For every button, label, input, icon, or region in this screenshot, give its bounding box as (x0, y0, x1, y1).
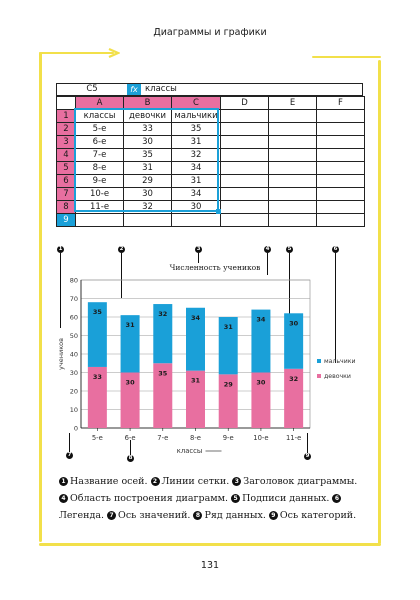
caption-text: Название осей. (70, 476, 148, 487)
cell[interactable]: 32 (124, 201, 172, 214)
marker-7: 7 (67, 452, 72, 458)
row-header[interactable]: 1 (57, 110, 76, 123)
x-axis-label: классы (176, 447, 203, 455)
y-tick-label: 70 (69, 295, 78, 303)
column-header-d[interactable]: D (221, 97, 269, 110)
data-label: 30 (125, 378, 135, 387)
cell[interactable] (221, 201, 269, 214)
cell[interactable] (269, 136, 317, 149)
caption-text: Линии сетки. (161, 476, 230, 487)
cell[interactable] (317, 214, 365, 227)
name-box[interactable]: C5 (86, 84, 98, 94)
data-label: 31 (223, 323, 233, 331)
cell[interactable]: 31 (172, 136, 221, 149)
x-tick-label: 9-е (222, 434, 234, 442)
row-header[interactable]: 8 (57, 201, 76, 214)
caption-text: Подписи данных. (242, 493, 330, 504)
cell[interactable] (317, 201, 365, 214)
column-header-f[interactable]: F (317, 97, 365, 110)
caption-number: 7 (107, 511, 116, 520)
cell[interactable] (76, 214, 124, 227)
marker-5: 5 (287, 246, 292, 252)
y-tick-label: 20 (69, 387, 78, 396)
cell[interactable] (317, 149, 365, 162)
marker-4: 4 (265, 246, 270, 252)
caption-number: 3 (232, 477, 241, 486)
caption-text: Заголовок диаграммы. (243, 476, 358, 487)
cell[interactable]: 31 (124, 162, 172, 175)
caption-item (193, 510, 265, 521)
row-header[interactable]: 6 (57, 175, 76, 188)
cell[interactable]: 29 (124, 175, 172, 188)
cell[interactable]: 7-е (76, 149, 124, 162)
cell[interactable] (269, 162, 317, 175)
cell[interactable]: 10-е (76, 188, 124, 201)
cell[interactable]: 35 (124, 149, 172, 162)
legend-label: девочки (324, 373, 351, 380)
data-label: 31 (125, 321, 135, 330)
data-label: 31 (190, 376, 201, 385)
data-label: 35 (92, 308, 102, 317)
y-axis-label: учеников (57, 338, 65, 370)
column-header-c[interactable]: C (172, 97, 221, 110)
formula-input[interactable]: классы (145, 84, 177, 94)
marker-2: 2 (119, 246, 124, 252)
caption-item (151, 476, 230, 487)
caption-item (59, 493, 228, 504)
cell[interactable]: 34 (172, 188, 221, 201)
caption-text: Ось категорий. (279, 510, 357, 521)
y-tick-label: 10 (69, 406, 78, 414)
cell[interactable]: 30 (124, 188, 172, 201)
page-number: 131 (200, 560, 220, 571)
x-tick-label: 8-е (190, 434, 201, 442)
corner-cell[interactable] (57, 97, 76, 110)
caption-number: 9 (269, 511, 278, 520)
y-tick-label: 60 (69, 313, 78, 322)
cell[interactable] (124, 214, 172, 227)
y-tick-label: 30 (69, 369, 78, 377)
caption-legend (59, 473, 369, 524)
fill-handle[interactable] (216, 209, 221, 214)
row-header[interactable]: 5 (57, 162, 76, 175)
cell[interactable] (221, 149, 269, 162)
marker-6: 6 (333, 246, 338, 252)
legend-label: мальчики (324, 358, 356, 365)
data-label: 30 (289, 319, 299, 328)
caption-item (59, 476, 147, 487)
cell[interactable]: 32 (172, 149, 221, 162)
column-header-e[interactable]: E (269, 97, 317, 110)
caption-number: 8 (193, 511, 202, 520)
cell[interactable] (317, 123, 365, 136)
cell[interactable] (221, 110, 269, 123)
fx-icon[interactable]: fx (127, 84, 141, 95)
cell[interactable] (221, 136, 269, 149)
y-tick-label: 0 (73, 424, 78, 433)
cell[interactable]: 9-е (76, 175, 124, 188)
caption-text: Область построения диаграмм. (70, 493, 229, 504)
row-header[interactable]: 4 (57, 149, 76, 162)
row-header[interactable]: 3 (57, 136, 76, 149)
cell[interactable] (269, 110, 317, 123)
x-tick-label: 6-е (124, 434, 136, 442)
data-label: 29 (223, 380, 233, 389)
cell[interactable] (317, 136, 365, 149)
row-header[interactable]: 9 (57, 214, 76, 227)
cell[interactable] (269, 149, 317, 162)
caption-item (269, 510, 356, 521)
caption-text: Ось значений. (118, 510, 191, 521)
y-tick-label: 80 (69, 276, 78, 285)
cell[interactable]: 11-е (76, 201, 124, 214)
x-tick-label: 5-е (91, 434, 103, 442)
x-tick-label: 7-е (157, 434, 169, 442)
cell[interactable]: классы (76, 110, 124, 123)
marker-8: 8 (128, 455, 133, 461)
cell[interactable]: 31 (172, 175, 221, 188)
marker-1: 1 (58, 246, 63, 252)
y-tick-label: 50 (69, 332, 78, 340)
caption-number: 5 (231, 494, 240, 503)
chart-title: Численность учеников (169, 263, 261, 272)
column-header-b[interactable]: B (124, 97, 172, 110)
cell[interactable]: 5-е (76, 123, 124, 136)
data-label: 33 (92, 372, 102, 381)
marker-3: 3 (196, 246, 201, 252)
legend-swatch (317, 374, 321, 378)
caption-number: 6 (332, 494, 341, 503)
page-header: Диаграммы и графики (153, 27, 267, 38)
data-label: 30 (256, 378, 266, 387)
caption-number: 2 (151, 477, 160, 486)
cell[interactable]: 30 (172, 201, 221, 214)
cell[interactable] (269, 201, 317, 214)
cell[interactable]: 33 (124, 123, 172, 136)
cell[interactable]: 34 (172, 162, 221, 175)
x-tick-label: 10-е (253, 434, 269, 442)
cell[interactable] (269, 188, 317, 201)
stacked-bar-chart (55, 270, 365, 460)
spreadsheet-row (57, 214, 365, 227)
cell[interactable] (221, 123, 269, 136)
cell[interactable] (269, 123, 317, 136)
data-label: 34 (256, 315, 266, 324)
cell[interactable] (317, 188, 365, 201)
cell[interactable] (269, 175, 317, 188)
cell[interactable] (317, 110, 365, 123)
cell[interactable] (221, 188, 269, 201)
cell[interactable] (269, 214, 317, 227)
caption-number: 4 (59, 494, 68, 503)
cell[interactable]: мальчики (172, 110, 221, 123)
row-header[interactable]: 7 (57, 188, 76, 201)
data-label: 32 (289, 374, 299, 383)
caption-text: Ряд данных. (204, 510, 266, 521)
legend-swatch (317, 359, 321, 363)
caption-item (231, 493, 329, 504)
cell[interactable]: 8-е (76, 162, 124, 175)
cell[interactable] (172, 214, 221, 227)
caption-number: 1 (59, 477, 68, 486)
caption-text: Легенда. (59, 510, 105, 521)
cell[interactable] (221, 162, 269, 175)
data-label: 32 (158, 310, 168, 319)
cell[interactable]: 35 (172, 123, 221, 136)
marker-9: 9 (305, 453, 310, 459)
caption-item (107, 510, 190, 521)
x-tick-label: 11-е (285, 434, 302, 442)
row-header[interactable]: 2 (57, 123, 76, 136)
cell[interactable]: девочки (124, 110, 172, 123)
data-label: 35 (158, 369, 168, 378)
y-tick-label: 40 (69, 350, 78, 359)
cell[interactable]: 30 (124, 136, 172, 149)
frame-arrow-icon (108, 47, 120, 59)
selection-range[interactable] (74, 108, 219, 212)
column-header-a[interactable]: A (76, 97, 124, 110)
data-label: 34 (190, 313, 201, 322)
cell[interactable] (317, 175, 365, 188)
cell[interactable] (317, 162, 365, 175)
cell[interactable] (221, 214, 269, 227)
cell[interactable] (221, 175, 269, 188)
caption-item (232, 476, 357, 487)
cell[interactable]: 6-е (76, 136, 124, 149)
